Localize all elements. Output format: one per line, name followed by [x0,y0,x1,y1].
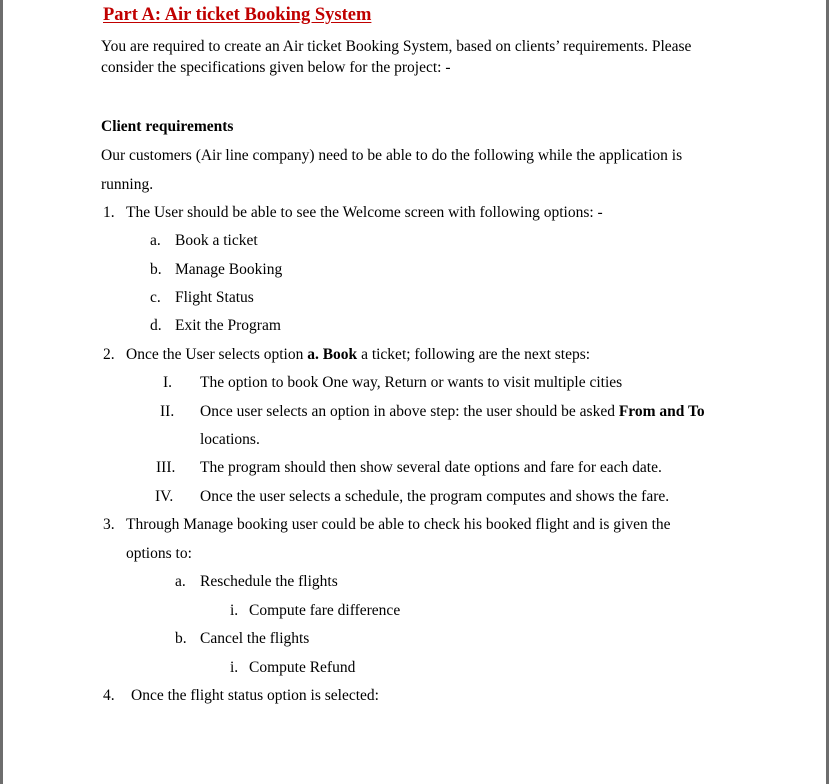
option-marker: d. [150,317,162,334]
client-line-2: running. [101,176,154,193]
item-1-text: The User should be able to see the Welcome screen with following options: - [126,204,603,221]
item-2-text-post: a ticket; following are the next steps: [357,346,591,363]
item-4-number: 4. [103,687,115,704]
item-2-text-pre: Once the User selects option [126,346,308,363]
option-manage-booking: Manage Booking [175,261,283,278]
item-4-text: Once the flight status option is selected: [131,687,379,704]
subsub-compute-fare-difference: Compute fare difference [249,602,401,619]
item-2-text-bold: a. Book [307,346,358,363]
item-3-line-1: Through Manage booking user could be able to check his booked flight and is given the [126,516,671,533]
option-exit-program: Exit the Program [175,317,281,334]
sub-cancel: Cancel the flights [200,630,310,647]
item-2-number: 2. [103,346,115,363]
option-marker: c. [150,289,161,306]
item-1-number: 1. [103,204,115,221]
step-marker: IV. [155,488,174,505]
step-marker: III. [156,459,176,476]
step-marker: I. [163,374,173,391]
intro-line-2: consider the specifications given below for the project: - [101,59,451,76]
step-2-text-pre: Once user selects an option in above step: the user should be asked [200,403,619,420]
option-flight-status: Flight Status [175,289,254,306]
step-3-text: The program should then show several date options and fare for each date. [200,459,662,476]
subsub-marker: i. [230,602,239,619]
subsub-compute-refund: Compute Refund [249,659,356,676]
item-3-number: 3. [103,516,115,533]
client-line-1: Our customers (Air line company) need to be able to do the following while the application is [101,147,683,164]
step-2-text [200,403,705,421]
step-2-continuation: locations. [200,431,260,448]
option-marker: a. [150,232,161,249]
option-marker: b. [150,261,162,278]
item-2-text [126,346,590,364]
step-1-text: The option to book One way, Return or wants to visit multiple cities [200,374,623,391]
step-marker: II. [160,403,175,420]
sub-reschedule: Reschedule the flights [200,573,338,590]
step-4-text: Once the user selects a schedule, the program computes and shows the fare. [200,488,670,505]
sub-marker: b. [175,630,187,647]
subsub-marker: i. [230,659,239,676]
option-book-ticket: Book a ticket [175,232,258,249]
page-title: Part A: Air ticket Booking System [103,5,372,25]
client-requirements-heading: Client requirements [101,118,234,135]
intro-line-1: You are required to create an Air ticket Booking System, based on clients’ requirements. Please [101,38,692,55]
item-3-line-2: options to: [126,545,192,562]
step-2-text-bold: From and To [618,403,705,420]
sub-marker: a. [175,573,186,590]
